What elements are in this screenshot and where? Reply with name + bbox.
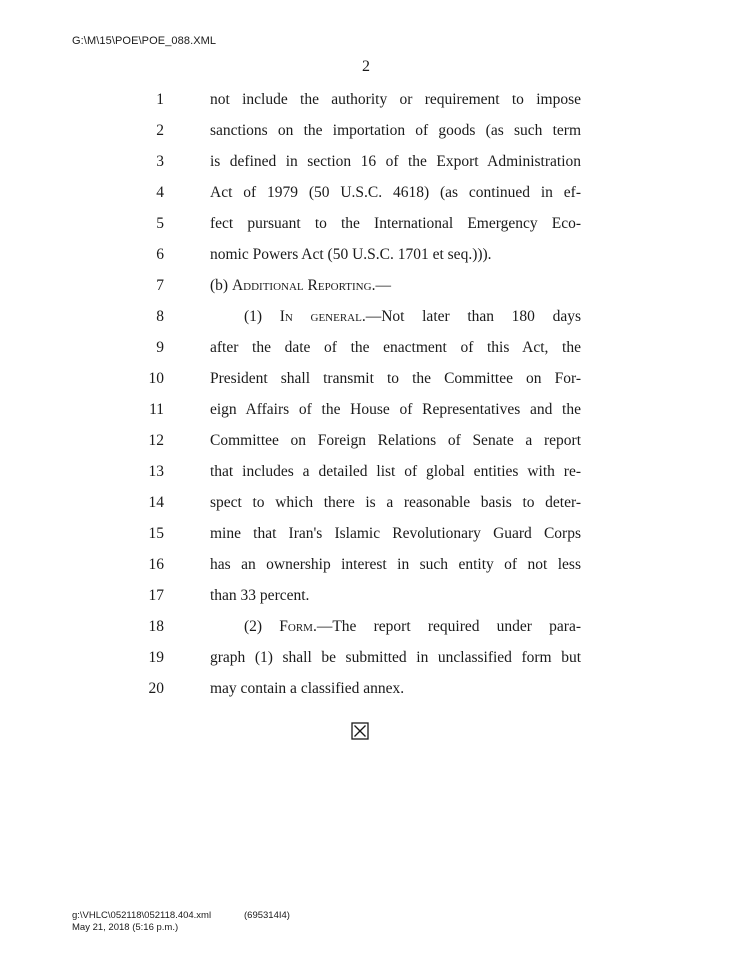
line-text: sanctions on the importation of goods (as such term [210,122,581,139]
footer-date: May 21, 2018 (5:16 p.m.) [72,922,179,933]
line-text [244,618,581,636]
text-line [0,303,732,334]
line-text-rest: .— [371,277,391,294]
line-number: 9 [156,339,164,356]
line-number: 14 [148,494,164,511]
paragraph-heading: Form [279,618,313,635]
subsection-heading: Additional Reporting [231,277,372,294]
line-number: 8 [156,308,164,325]
line-number: 7 [156,277,164,294]
line-number: 5 [156,215,164,232]
line-text: eign Affairs of the House of Representatives and the [210,401,581,418]
line-number: 2 [156,122,164,139]
line-text: nomic Powers Act (50 U.S.C. 1701 et seq.))). [210,246,492,263]
page-number: 2 [362,58,370,75]
line-text: is defined in section 16 of the Export Administration [210,153,581,170]
text-line [0,427,732,458]
text-line [0,241,732,272]
text-line [0,644,732,675]
text-line [0,675,732,706]
line-text: mine that Iran's Islamic Revolutionary Guard Corps [210,525,581,542]
line-number: 4 [156,184,164,201]
line-number: 13 [148,463,164,480]
paragraph-designator: (1) [244,308,280,325]
text-line [0,148,732,179]
line-text: graph (1) shall be submitted in unclassified form but [210,649,581,666]
text-line [0,272,732,303]
text-line [0,365,732,396]
line-text: spect to which there is a reasonable basis to deter- [210,494,581,511]
line-text [244,308,581,326]
text-line [0,179,732,210]
text-line [0,520,732,551]
line-number: 1 [156,91,164,108]
text-line [0,396,732,427]
text-line [0,458,732,489]
text-line [0,86,732,117]
text-line [0,551,732,582]
paragraph-heading: In general [279,308,362,325]
line-text: fect pursuant to the International Emergency Eco- [210,215,581,232]
text-line [0,334,732,365]
line-number: 3 [156,153,164,170]
line-text: after the date of the enactment of this Act, the [210,339,581,356]
line-text: not include the authority or requirement to impose [210,91,581,108]
text-line [0,582,732,613]
text-line [0,613,732,644]
line-number: 11 [149,401,164,418]
footer [72,910,290,934]
line-text [210,277,581,295]
line-number: 18 [148,618,164,635]
line-text: that includes a detailed list of global entities with re- [210,463,581,480]
line-text: may contain a classified annex. [210,680,405,697]
line-text: Act of 1979 (50 U.S.C. 4618) (as continued in ef- [210,184,581,201]
subsection-designator: (b) [210,277,232,294]
text-line [0,210,732,241]
line-text: has an ownership interest in such entity of not less [210,556,581,573]
line-number: 19 [148,649,164,666]
text-line [0,489,732,520]
line-text-rest: .—Not later than 180 days [361,308,581,325]
line-number: 12 [148,432,164,449]
footer-file: g:\VHLC\052118\052118.404.xml [72,910,212,921]
line-number: 6 [156,246,164,263]
line-number: 15 [148,525,164,542]
line-text-rest: .—The report required under para- [312,618,582,635]
line-number: 17 [148,587,164,604]
line-number: 20 [148,680,164,697]
paragraph-designator: (2) [244,618,280,635]
line-text: than 33 percent. [210,587,310,604]
line-number: 16 [148,556,164,573]
footer-code: (695314I4) [244,910,290,921]
line-text: Committee on Foreign Relations of Senate a report [210,432,581,449]
header-file-path: G:\M\15\POE\POE_088.XML [72,35,217,47]
end-of-document-icon [351,722,369,740]
line-text: President shall transmit to the Committee on For- [210,370,581,387]
text-line [0,117,732,148]
line-number: 10 [148,370,164,387]
